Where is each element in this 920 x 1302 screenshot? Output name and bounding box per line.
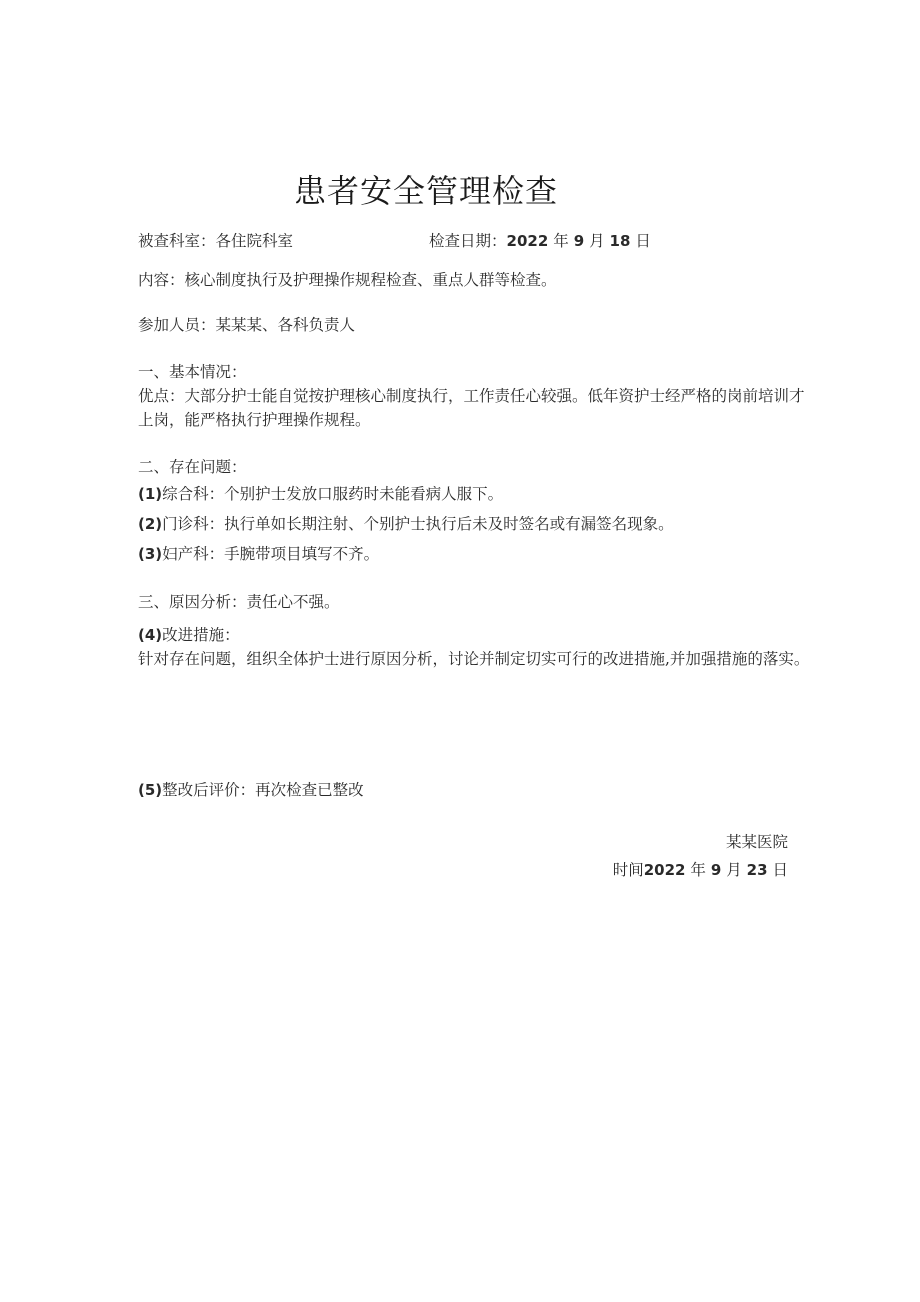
page-title: 患者安全管理检查 (294, 172, 559, 210)
date-month-unit: 月 (589, 232, 605, 250)
section1-text: 优点：大部分护士能自觉按护理核心制度执行，工作责任心较强。低年资护士经严格的岗前培训才上岗，能严格执行护理操作规程。 (138, 387, 805, 429)
improve-text: 针对存在问题，组织全体护士进行原因分析，讨论并制定切实可行的改进措施,并加强措施的落实。 (138, 650, 810, 668)
footer-year-unit: 年 (690, 861, 706, 879)
improve-heading (138, 623, 240, 647)
date-year: 2022 (506, 232, 549, 250)
header-line (138, 229, 651, 253)
footer-time (613, 858, 788, 882)
date-label: 检查日期： (429, 232, 507, 250)
date-year-unit: 年 (553, 232, 569, 250)
item-number: (4) (138, 626, 163, 644)
evaluation-line (138, 778, 364, 802)
evaluation-text: 整改后评价：再次检查已整改 (162, 781, 364, 799)
improve-label: 改进措施： (162, 626, 240, 644)
dept-value: 各住院科室 (215, 232, 294, 250)
footer-year: 2022 (643, 861, 686, 879)
date-day-unit: 日 (635, 232, 651, 250)
date-day: 18 (609, 232, 631, 250)
problem-item-3 (138, 542, 379, 566)
date-month: 9 (573, 232, 585, 250)
item-number: (5) (138, 781, 163, 799)
item-number: (2) (138, 515, 163, 533)
footer-org: 某某医院 (725, 833, 788, 851)
participants-line: 参加人员：某某某、各科负责人 (138, 316, 356, 334)
section1-heading: 一、基本情况： (138, 363, 247, 381)
footer-month: 9 (710, 861, 722, 879)
problem-item-1 (138, 482, 503, 506)
footer-month-unit: 月 (726, 861, 742, 879)
section2-heading: 二、存在问题： (138, 458, 247, 476)
item-text: 综合科：个别护士发放口服药时未能看病人服下。 (162, 485, 504, 503)
dept-label: 被查科室： (138, 232, 216, 250)
section3-heading: 三、原因分析：责任心不强。 (138, 593, 340, 611)
item-text: 妇产科：手腕带项目填写不齐。 (162, 545, 380, 563)
item-number: (1) (138, 485, 163, 503)
item-text: 门诊科：执行单如长期注射、个别护士执行后未及时签名或有漏签名现象。 (162, 515, 674, 533)
content-line: 内容：核心制度执行及护理操作规程检查、重点人群等检查。 (138, 271, 557, 289)
problem-item-2 (138, 512, 674, 536)
item-number: (3) (138, 545, 163, 563)
footer-day: 23 (746, 861, 768, 879)
footer-day-unit: 日 (772, 861, 788, 879)
time-label: 时间 (612, 861, 644, 879)
